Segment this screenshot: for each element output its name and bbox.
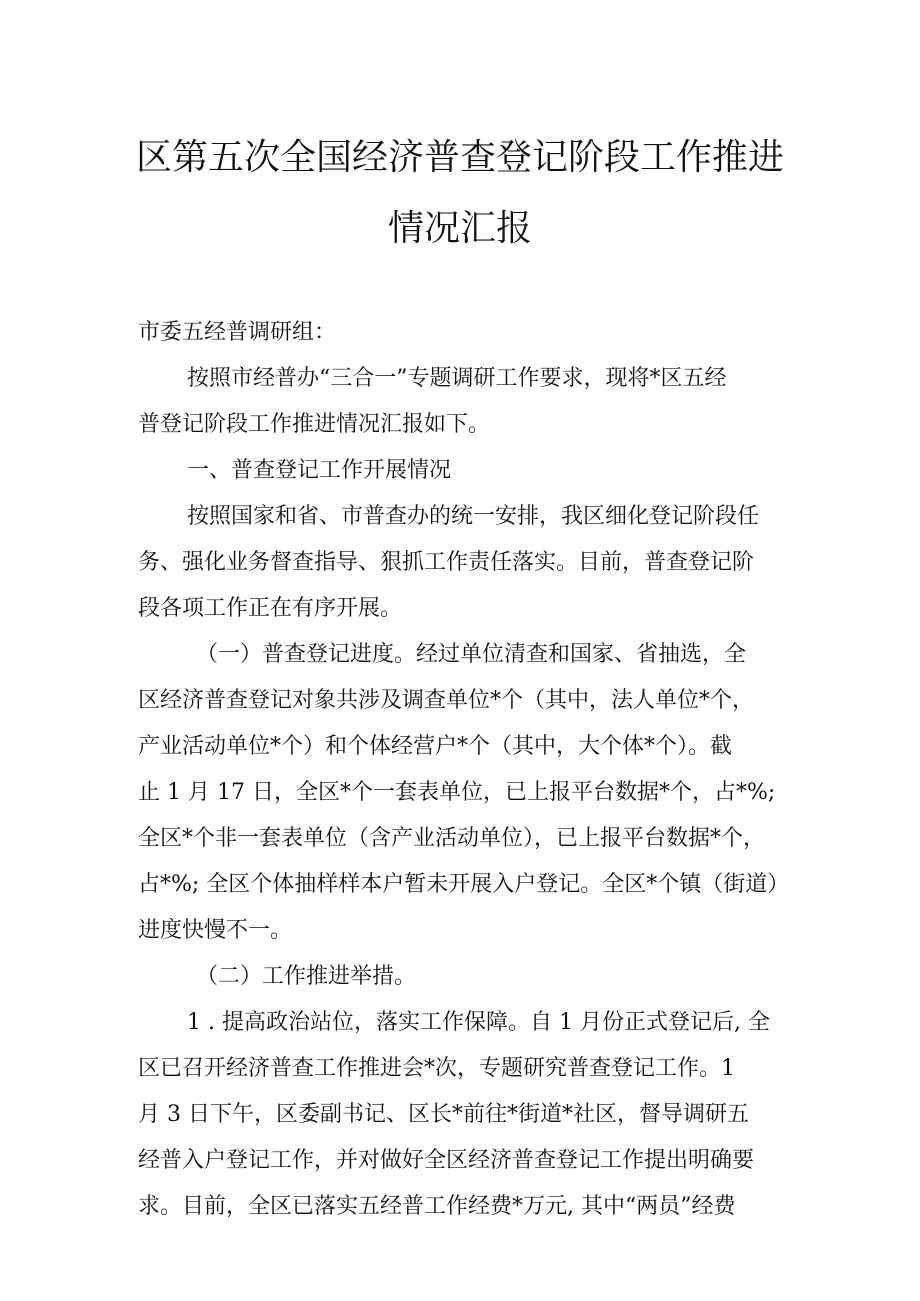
paragraph-line: 区已召开经济普查工作推进会*次，专题研究普查登记工作。1 [138, 1056, 735, 1081]
paragraph-line: 区经济普查登记对象共涉及调查单位*个（其中，法人单位*个， [138, 688, 755, 713]
paragraph-line: 全区*个非一套表单位（含产业活动单位），已上报平台数据*个， [138, 826, 766, 851]
paragraph-line: 产业活动单位*个）和个体经营户*个（其中，大个体*个）。截 [138, 734, 733, 759]
paragraph-line: 务、强化业务督查指导、狠抓工作责任落实。目前，普查登记阶 [138, 550, 755, 575]
salutation: 市委五经普调研组： [138, 320, 337, 345]
paragraph-line: 经普入户登记工作，并对做好全区经济普查登记工作提出明确要 [138, 1148, 755, 1173]
paragraph-line: 按照市经普办“三合一”专题调研工作要求，现将*区五经 [187, 366, 727, 391]
section-heading: 一、普查登记工作开展情况 [187, 458, 452, 483]
paragraph-line: 止 1 月 17 日，全区*个一套表单位，已上报平台数据*个，占*%; [138, 780, 776, 805]
paragraph-line: 段各项工作正在有序开展。 [138, 596, 403, 621]
paragraph-line: （一）普查登记进度。经过单位清查和国家、省抽选，全 [196, 642, 747, 667]
subsection-heading: （二）工作推进举措。 [196, 964, 417, 989]
paragraph-line: 求。目前，全区已落实五经普工作经费*万元, 其中“两员”经费 [138, 1194, 736, 1219]
paragraph-line: 进度快慢不一。 [138, 918, 293, 943]
document-title-line2: 情况汇报 [387, 208, 532, 249]
paragraph-line: 1 . 提高政治站位，落实工作保障。自 1 月份正式登记后, 全 [187, 1010, 770, 1035]
paragraph-line: 月 3 日下午，区委副书记、区长*前往*街道*社区，督导调研五 [138, 1102, 749, 1127]
paragraph-line: 按照国家和省、市普查办的统一安排，我区细化登记阶段任 [187, 504, 760, 529]
paragraph-line: 普登记阶段工作推进情况汇报如下。 [138, 412, 491, 437]
paragraph-line: 占*%; 全区个体抽样样本户暂未开展入户登记。全区*个镇（街道） [138, 872, 790, 897]
document-title-line1: 区第五次全国经济普查登记阶段工作推进 [135, 137, 784, 178]
